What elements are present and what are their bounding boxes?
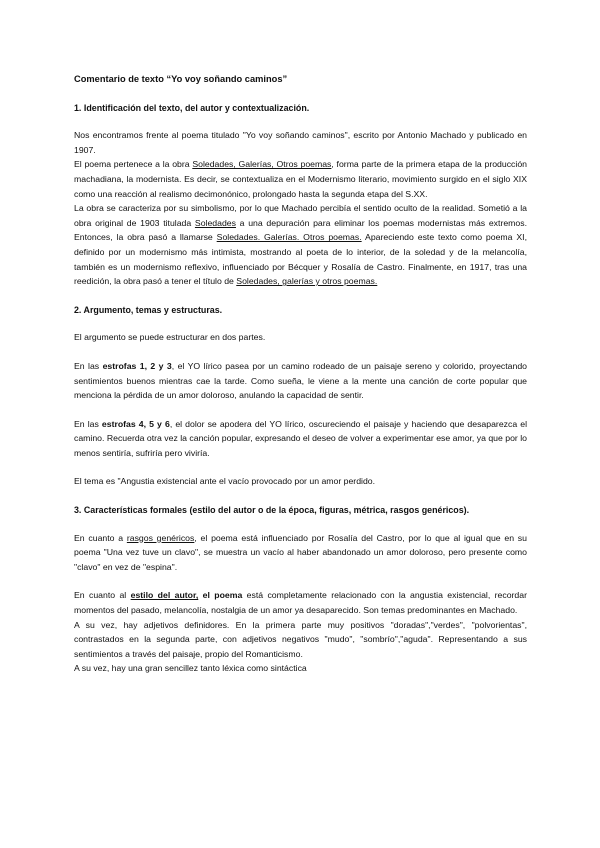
s1-p2-work-title: Soledades, Galerías, Otros poemas xyxy=(192,159,332,170)
s2-paragraph-3 xyxy=(74,417,527,461)
section-3-heading: 3. Características formales (estilo del autor o de la época, figuras, métrica, rasgos genéricos). xyxy=(74,505,470,516)
s3-p1-underlined: rasgos genéricos xyxy=(126,532,195,543)
s1-p2-text-a: El poema pertenece a la obra xyxy=(74,159,193,170)
s3-p2-underlined: estilo del autor, xyxy=(130,590,199,601)
s2-paragraph-1: El argumento se puede estructurar en dos partes. xyxy=(74,332,266,343)
s1-p3-text-b: a una depuración para eliminar los poemas modernistas más extremos. Entonces, la obra pasó a llamarse xyxy=(74,217,527,243)
s3-paragraph-4: A su vez, hay una gran sencillez tanto léxica como sintáctica xyxy=(74,663,307,674)
document-page xyxy=(74,72,527,676)
s1-p2-text-b: , forma parte de la primera etapa de la producción machadiana, la modernista. Es decir, se contextualiza en el Modernismo literario, movimiento surgido en el siglo XIX como una reacción al realismo decimonónico, prolongado hasta la segunda etapa del S.XX. xyxy=(74,159,527,199)
s3-paragraph-1 xyxy=(74,531,527,575)
s3-p2-text-b: está completamente relacionado con la angustia existencial, recordar momentos del pasado, melancolía, nostalgia de un amor ya desaparecido. Son temas predominantes en Machado. xyxy=(74,590,527,616)
s3-paragraph-2 xyxy=(74,588,527,617)
s1-paragraph-3 xyxy=(74,201,527,289)
document-title: Comentario de texto “Yo voy soñando caminos” xyxy=(74,74,288,84)
s3-paragraph-3: A su vez, hay adjetivos definidores. En la primera parte muy positivos "doradas","verdes", "polvorientas", contrastados en la segunda parte, con adjetivos negativos "mudo", "sombrío","aguda". Representando a sus sentimientos a través del paisaje, propio del Romanticismo. xyxy=(74,619,527,659)
section-1-heading: 1. Identificación del texto, del autor y contextualización. xyxy=(74,102,310,113)
s2-paragraph-2 xyxy=(74,359,527,403)
s2-paragraph-4: El tema es "Angustia existencial ante el vacío provocado por un amor perdido. xyxy=(74,476,376,487)
s3-p2-bold: el poema xyxy=(198,590,243,601)
section-2-heading: 2. Argumento, temas y estructuras. xyxy=(74,304,223,315)
s1-p3-work-3: Soledades, galerías y otros poemas. xyxy=(236,276,378,287)
s2-p3-stanzas: estrofas 4, 5 y 6 xyxy=(101,418,170,429)
s3-p1-text-a: En cuanto a xyxy=(74,532,127,543)
s2-p2-text-b: , el YO lírico pasea por un camino rodeado de un paisaje sereno y colorido, proyectando sentimientos buenos mientras cae la tarde. Como sueña, le viene a la mente una canción de corte popular que menciona la pérdida de un amor doloroso, anulando la capacidad de sentir. xyxy=(74,360,528,401)
s1-p3-text-a: La obra se caracteriza por su simbolismo, por lo que Machado percibía el sentido oculto de la realidad. Sometió a la obra original de 1903 titulada xyxy=(74,203,527,228)
s2-p2-stanzas: estrofas 1, 2 y 3 xyxy=(102,360,172,371)
s2-p2-text-a: En las xyxy=(74,360,103,371)
s1-p3-work-1: Soledades xyxy=(194,217,236,228)
s1-p3-text-c: Apareciendo este texto como poema XI, definido por un modernismo más intimista, mostrando al poeta de lo interior, de la soledad y de la melancolía, también es un modernismo reflexivo, influenciado por Bécquer y Rosalía de Castro. Finalmente, en 1917, tras una reedición, la obra pasó a tener el título de xyxy=(74,232,528,287)
s1-paragraph-1: Nos encontramos frente al poema titulado "Yo voy soñando caminos", escrito por Antonio Machado y publicado en 1907. xyxy=(74,130,527,155)
s2-p3-text-b: , el dolor se apodera del YO lírico, oscureciendo el paisaje y haciendo que desaparezca el camino. Recuerda otra vez la canción popular, expresando el deseo de volver a experimentar ese amor, ya que por lo menos sentiría, sufriría pero viviría. xyxy=(74,418,528,458)
s2-p3-text-a: En las xyxy=(74,418,102,429)
s1-paragraph-2 xyxy=(74,157,527,201)
s1-p3-work-2: Soledades. Galerías. Otros poemas. xyxy=(216,232,362,243)
s3-p2-text-a: En cuanto al xyxy=(74,590,131,601)
s3-p1-text-b: , el poema está influenciado por Rosalía del Castro, por lo que al igual que en su poema "Una vez tuve un clavo", se muestra un vacío al haber abandonado un amor doloroso, pero presente como "clavo" en vez de "espina". xyxy=(74,532,527,572)
